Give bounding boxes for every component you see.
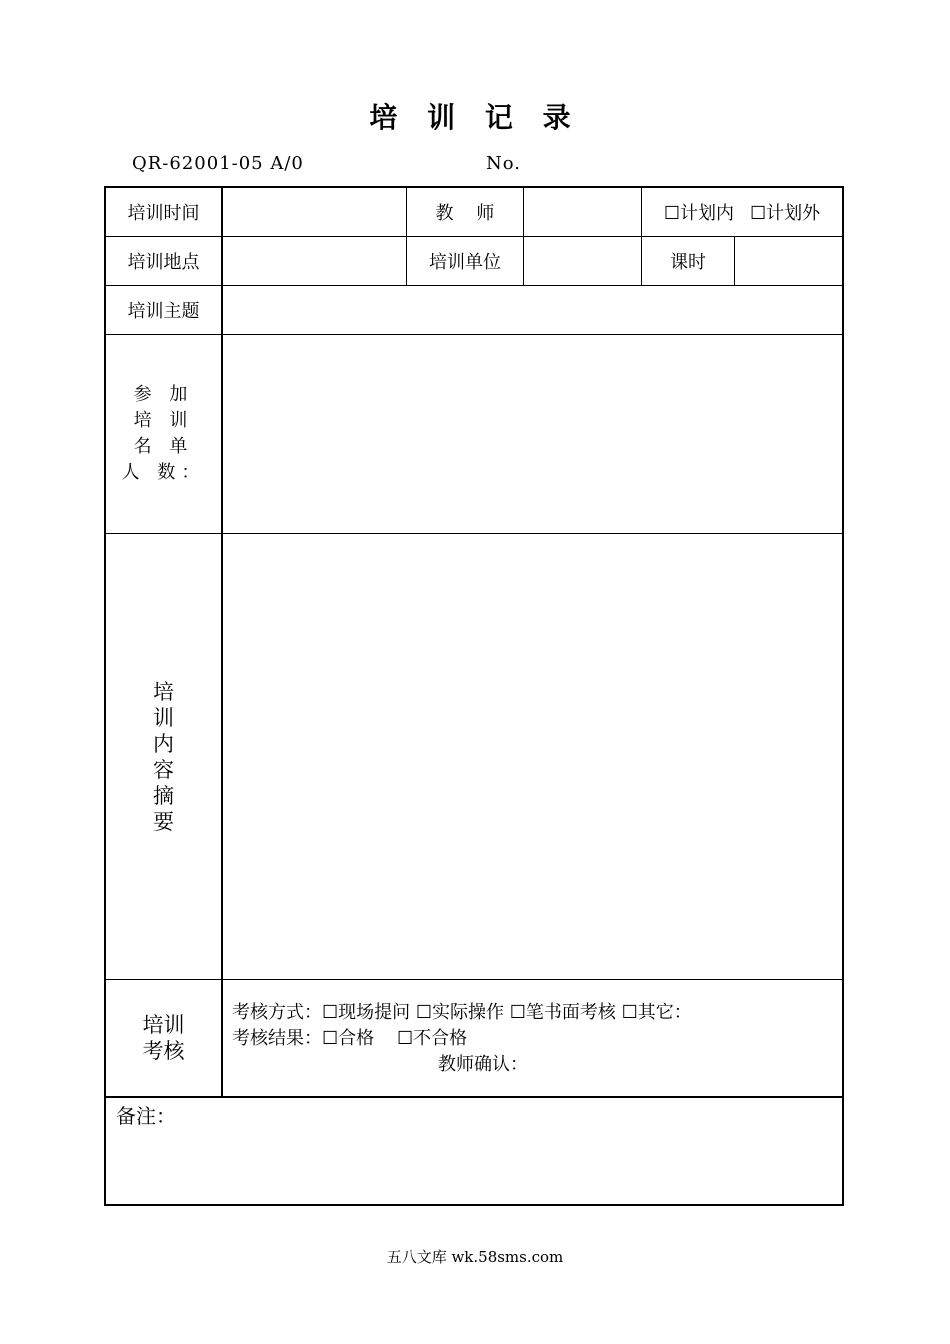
participants-label-line: 人 数：: [121, 462, 206, 483]
participants-label-line: 参 加: [133, 384, 194, 405]
participants-field[interactable]: [223, 335, 842, 533]
assessment-method[interactable]: 考核方式：☐现场提问 ☐实际操作 ☐笔书面考核 ☐其它：: [232, 1002, 692, 1023]
content-summary-field[interactable]: [223, 534, 842, 979]
training-time-field[interactable]: [222, 188, 406, 236]
content-summary-char: 内: [153, 731, 174, 756]
training-topic-label: 培训主题: [127, 301, 200, 322]
assessment-result[interactable]: 考核结果：☐合格 ☐不合格: [232, 1028, 468, 1049]
assessment-label-line: 考核: [142, 1039, 185, 1063]
training-topic-field[interactable]: [223, 286, 842, 334]
serial-number-label: No.: [486, 153, 521, 174]
content-summary-label: [106, 534, 221, 979]
participants-label-line: 名 单: [133, 436, 194, 457]
training-place-field[interactable]: [222, 237, 406, 285]
teacher-field[interactable]: [524, 188, 641, 236]
teacher-label: 教 师: [435, 203, 495, 224]
training-unit-label: 培训单位: [429, 252, 501, 273]
assessment-label-line: 培训: [142, 1013, 185, 1037]
plan-out-checkbox[interactable]: ☐计划外: [750, 203, 821, 224]
teacher-confirmation: 教师确认：: [438, 1054, 528, 1075]
training-record-form: [104, 186, 844, 1206]
training-place-label: 培训地点: [127, 252, 200, 273]
content-summary-char: 训: [153, 705, 174, 730]
form-code: QR-62001-05 A/0: [132, 153, 304, 174]
assessment-label: [106, 980, 221, 1096]
training-unit-field[interactable]: [524, 237, 641, 285]
participants-label: [106, 335, 221, 533]
participants-label-line: 培 训: [133, 410, 194, 431]
row-divider: [106, 1096, 842, 1098]
content-summary-char: 要: [153, 809, 174, 834]
plan-options: [642, 188, 842, 236]
footer-watermark: 五八文库 wk.58sms.com: [386, 1248, 564, 1266]
page-title: 培 训 记 录: [369, 101, 581, 134]
plan-in-checkbox[interactable]: ☐计划内: [663, 203, 734, 224]
class-hours-field[interactable]: [735, 237, 842, 285]
content-summary-char: 培: [153, 679, 174, 704]
class-hours-label: 课时: [670, 252, 706, 273]
content-summary-char: 摘: [153, 783, 174, 808]
training-time-label: 培训时间: [127, 203, 200, 224]
remarks-label: 备注：: [116, 1104, 176, 1128]
content-summary-char: 容: [153, 757, 174, 782]
